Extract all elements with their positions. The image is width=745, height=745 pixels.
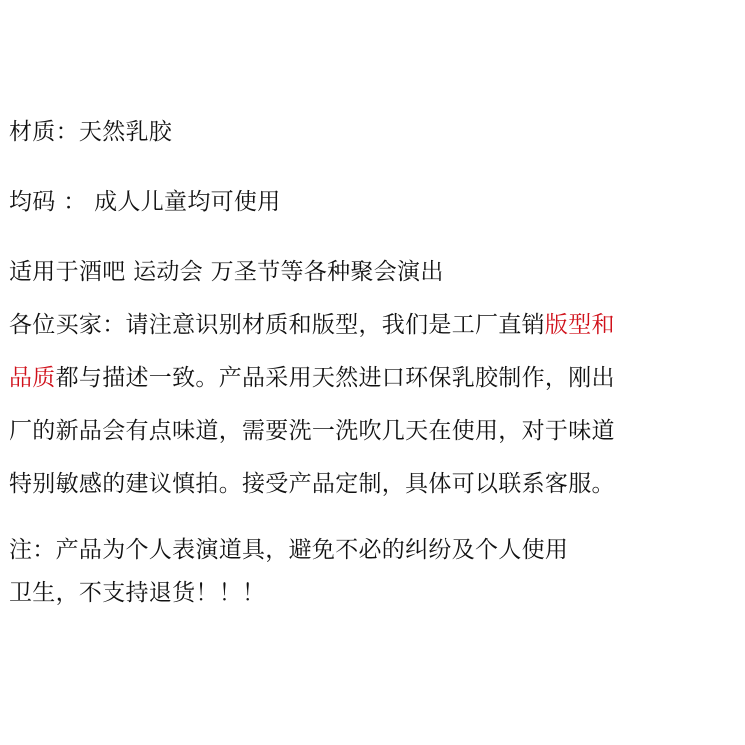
size-line: 均码 ： 成人儿童均可使用 (9, 189, 281, 215)
notice-highlight-2: 品质 (9, 365, 56, 391)
notice-line-3: 厂的新品会有点味道，需要洗一洗吹几天在使用，对于味道 (9, 418, 615, 444)
notice-line-1-text: 各位买家：请注意识别材质和版型，我们是工厂直销 (9, 312, 545, 338)
notice-highlight-1: 版型和 (544, 312, 615, 338)
notice-line-4: 特别敏感的建议慎拍。接受产品定制，具体可以联系客服。 (9, 471, 615, 497)
note-line-2: 卫生，不支持退货！！！ (9, 580, 266, 606)
notice-line-2-text: 都与描述一致。产品采用天然进口环保乳胶制作，刚出 (55, 365, 615, 391)
material-line: 材质：天然乳胶 (9, 119, 173, 145)
notice-line-1 (9, 310, 615, 340)
notice-line-2 (9, 363, 615, 393)
usage-line: 适用于酒吧 运动会 万圣节等各种聚会演出 (9, 259, 444, 285)
note-line-1: 注：产品为个人表演道具，避免不必的纠纷及个人使用 (9, 537, 569, 563)
